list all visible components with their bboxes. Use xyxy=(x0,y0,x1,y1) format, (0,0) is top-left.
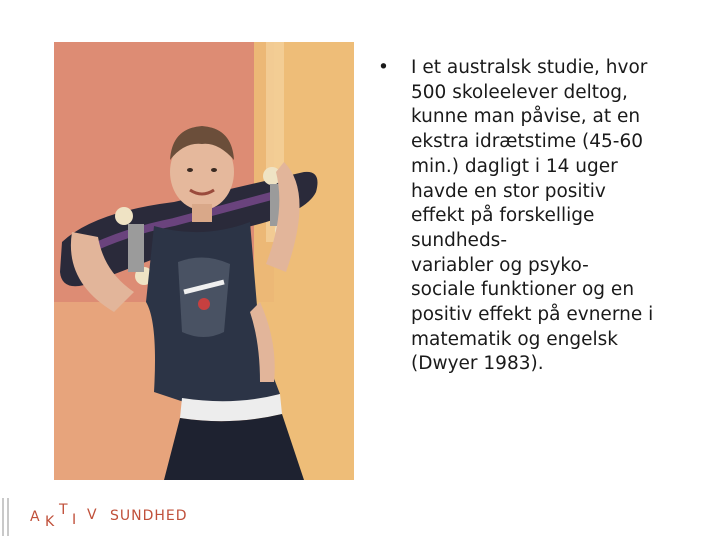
bullet-line: variabler og psyko- xyxy=(411,254,589,276)
bullet-line: sundheds- xyxy=(411,229,507,251)
boy-head xyxy=(170,126,234,210)
bullet-line: sociale funktioner og en xyxy=(411,279,635,301)
bullet-line: 500 skoleelever deltog, xyxy=(411,81,628,103)
logo-letter: V xyxy=(87,507,98,523)
side-watermark xyxy=(0,498,12,538)
bullet-symbol: • xyxy=(378,57,389,78)
bullet-line: I et australsk studie, hvor xyxy=(411,57,648,78)
logo-letter: A xyxy=(30,509,41,525)
logo-word: SUNDHED xyxy=(110,508,188,524)
slide-bullet-list xyxy=(378,56,678,377)
photo-illustration xyxy=(54,42,354,480)
bullet-line: havde en stor positiv xyxy=(411,180,606,202)
bullet-item xyxy=(378,56,678,377)
bullet-line: matematik og engelsk xyxy=(411,328,619,350)
bullet-line: ekstra idrætstime (45-60 xyxy=(411,131,644,153)
bullet-line: kunne man påvise, at en xyxy=(411,106,641,128)
bullet-line: positiv effekt på evnerne i xyxy=(411,304,654,326)
logo-letter: I xyxy=(72,512,78,528)
logo-letter: K xyxy=(45,514,56,530)
logo-letter: T xyxy=(59,502,69,518)
bullet-line: min.) dagligt i 14 uger xyxy=(411,155,618,177)
boy-skateboard-photo xyxy=(54,42,354,480)
bullet-line: effekt på forskellige xyxy=(411,205,595,227)
bullet-line: (Dwyer 1983). xyxy=(411,353,544,375)
